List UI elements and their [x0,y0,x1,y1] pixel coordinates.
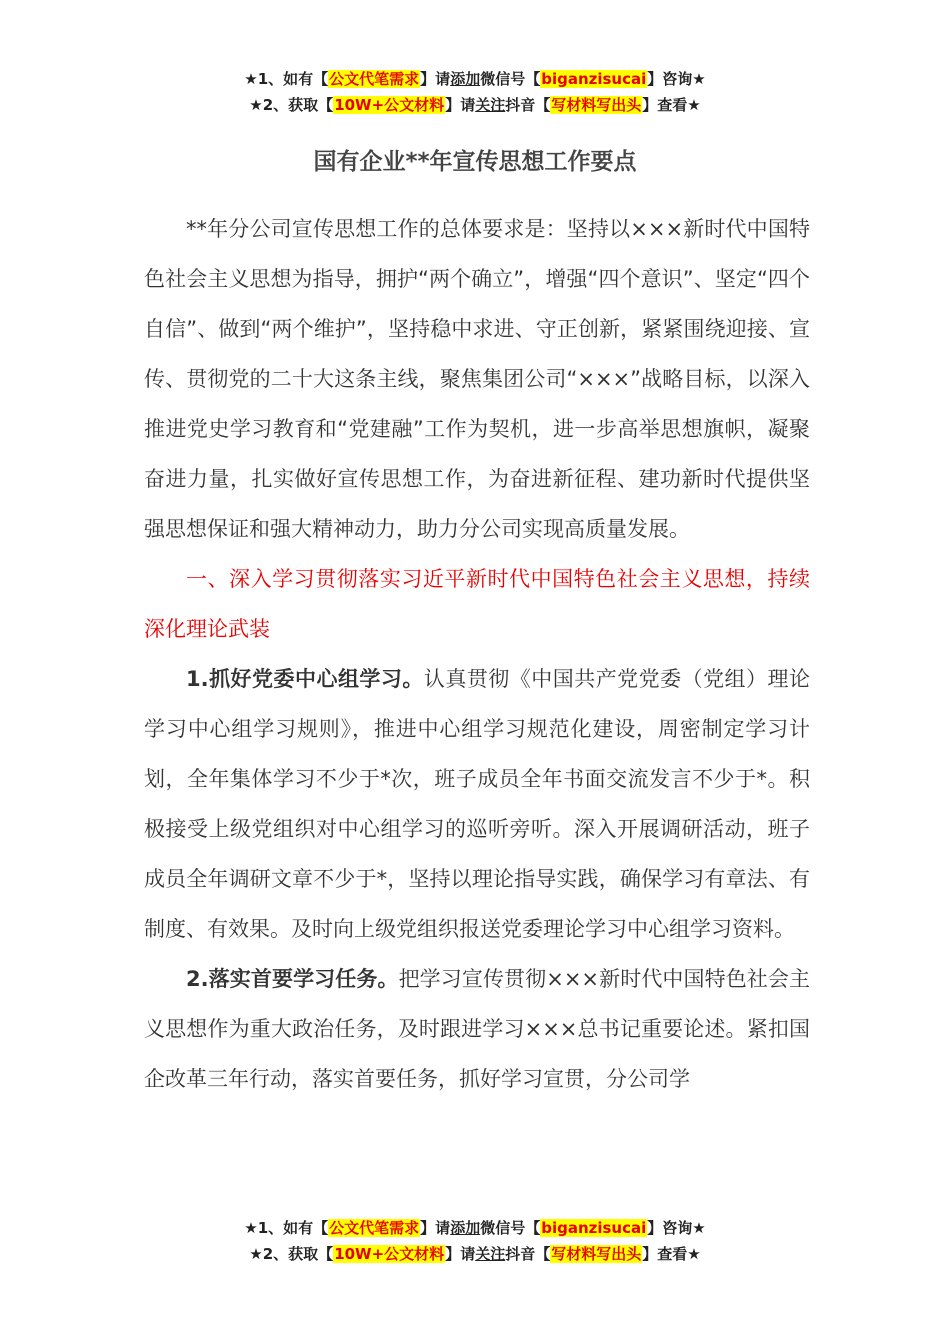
highlight-douyin: 写材料写出头 [551,96,642,114]
highlight-materials: 10W+公文材料 [334,96,445,114]
header-banner [0,66,950,118]
item-lead-1: 1.抓好党委中心组学习。 [186,667,424,691]
banner-line-1: ★1、如有【公文代笔需求】请添加微信号【biganzisucai】咨询★ [244,70,706,88]
section-heading: 一、深入学习贯彻落实习近平新时代中国特色社会主义思想，持续深化理论武装 [144,567,810,641]
intro-paragraph: **年分公司宣传思想工作的总体要求是：坚持以×××新时代中国特色社会主义思想为指导，拥护“两个确立”，增强“四个意识”、坚定“四个自信”、做到“两个维护”，坚持稳中求进、守正创新，紧紧围绕迎接、宣传、贯彻党的二十大这条主线，聚焦集团公司“×××”战略目标，以深入推进党史学习教育和“党建融”工作为契机，进一步高举思想旗帜，凝聚奋进力量，扎实做好宣传思想工作，为奋进新征程、建功新时代提供坚强思想保证和强大精神动力，助力分公司实现高质量发展。 [144,217,810,541]
footer-line-2: ★2、获取【10W+公文材料】请关注抖音【写材料写出头】查看★ [249,1245,701,1263]
footer-banner [0,1215,950,1267]
item-text-2: 把学习宣传贯彻×××新时代中国特色社会主义思想作为重大政治任务，及时跟进学习×××总书记重要论述。紧扣国企改革三年行动，落实首要任务，抓好学习宣贯，分公司学 [144,967,810,1091]
item-paragraph-1 [144,654,810,954]
item-text-1: 认真贯彻《中国共产党党委（党组）理论学习中心组学习规则》，推进中心组学习规范化建设，周密制定学习计划，全年集体学习不少于*次，班子成员全年书面交流发言不少于*。积极接受上级党组织对中心组学习的巡听旁听。深入开展调研活动，班子成员全年调研文章不少于*，坚持以理论指导实践，确保学习有章法、有制度、有效果。及时向上级党组织报送党委理论学习中心组学习资料。 [144,667,810,941]
footer-line-1: ★1、如有【公文代笔需求】请添加微信号【biganzisucai】咨询★ [244,1219,706,1237]
highlight-wechat-id: biganzisucai [541,70,647,88]
document-title: 国有企业**年宣传思想工作要点 [313,149,637,175]
item-paragraph-2 [144,954,810,1104]
item-lead-2: 2.落实首要学习任务。 [186,967,399,991]
document-body [144,204,810,1104]
highlight-service: 公文代笔需求 [329,70,420,88]
banner-line-2: ★2、获取【10W+公文材料】请关注抖音【写材料写出头】查看★ [249,96,701,114]
